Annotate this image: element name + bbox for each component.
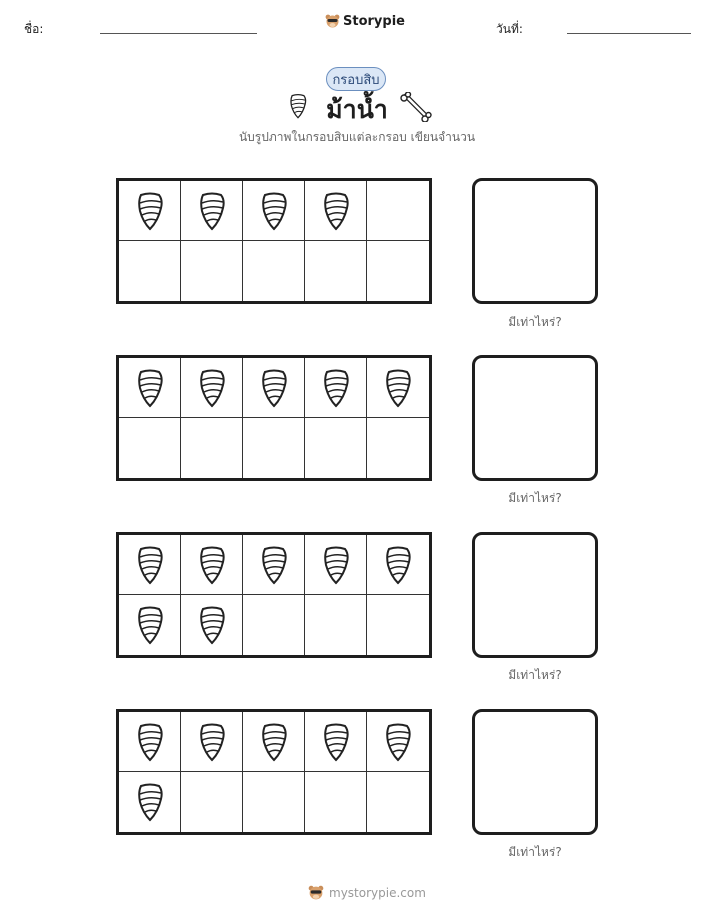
answer-box-3[interactable] bbox=[472, 532, 598, 658]
frame-cell bbox=[119, 418, 181, 478]
frame-cell bbox=[119, 772, 181, 832]
shell-icon bbox=[321, 368, 351, 408]
frame-cell bbox=[119, 181, 181, 241]
question-1: มีเท่าไหร่? bbox=[508, 315, 562, 329]
shell-icon bbox=[288, 93, 308, 119]
shell-icon bbox=[321, 191, 351, 231]
question-2: มีเท่าไหร่? bbox=[508, 491, 562, 505]
frame-cell bbox=[305, 712, 367, 772]
shell-icon bbox=[135, 782, 165, 822]
answer-box-1[interactable] bbox=[472, 178, 598, 304]
frame-cell bbox=[243, 535, 305, 595]
frame-cell bbox=[305, 358, 367, 418]
frame-cell bbox=[243, 712, 305, 772]
frame-cell bbox=[367, 241, 429, 301]
shell-icon bbox=[321, 722, 351, 762]
answer-box-2[interactable] bbox=[472, 355, 598, 481]
frame-cell bbox=[367, 535, 429, 595]
frame-cell bbox=[119, 241, 181, 301]
frame-cell bbox=[181, 181, 243, 241]
storypie-logo bbox=[325, 13, 405, 29]
ten-frame-1 bbox=[116, 178, 432, 304]
shell-icon bbox=[197, 722, 227, 762]
frame-cell bbox=[367, 772, 429, 832]
shell-icon bbox=[383, 722, 413, 762]
topic-badge: กรอบสิบ bbox=[326, 67, 386, 91]
ten-frame-3 bbox=[116, 532, 432, 658]
shell-icon bbox=[135, 605, 165, 645]
frame-cell bbox=[367, 358, 429, 418]
storypie-logo-icon bbox=[325, 13, 340, 29]
frame-cell bbox=[305, 595, 367, 655]
frame-cell bbox=[119, 358, 181, 418]
footer-url: mystorypie.com bbox=[329, 885, 426, 900]
shell-icon bbox=[135, 545, 165, 585]
shell-icon bbox=[321, 545, 351, 585]
frame-cell bbox=[181, 241, 243, 301]
shell-icon bbox=[135, 368, 165, 408]
shell-icon bbox=[259, 722, 289, 762]
ten-frame-2 bbox=[116, 355, 432, 481]
frame-cell bbox=[305, 535, 367, 595]
frame-cell bbox=[243, 358, 305, 418]
bone-icon bbox=[400, 92, 432, 122]
question-3: มีเท่าไหร่? bbox=[508, 668, 562, 682]
shell-icon bbox=[259, 191, 289, 231]
frame-cell bbox=[243, 181, 305, 241]
shell-icon bbox=[197, 545, 227, 585]
date-line[interactable] bbox=[567, 33, 691, 34]
instructions: นับรูปภาพในกรอบสิบแต่ละกรอบ เขียนจำนวน bbox=[238, 130, 476, 144]
frame-cell bbox=[243, 418, 305, 478]
frame-cell bbox=[181, 772, 243, 832]
frame-cell bbox=[181, 595, 243, 655]
footer bbox=[308, 884, 426, 901]
frame-cell bbox=[119, 535, 181, 595]
frame-cell bbox=[181, 358, 243, 418]
frame-cell bbox=[119, 595, 181, 655]
shell-icon bbox=[259, 545, 289, 585]
frame-cell bbox=[181, 712, 243, 772]
shell-icon bbox=[197, 191, 227, 231]
frame-cell bbox=[243, 772, 305, 832]
date-label: วันที่: bbox=[496, 22, 523, 36]
shell-icon bbox=[259, 368, 289, 408]
frame-cell bbox=[243, 241, 305, 301]
frame-cell bbox=[367, 712, 429, 772]
frame-cell bbox=[367, 181, 429, 241]
frame-cell bbox=[119, 712, 181, 772]
answer-box-4[interactable] bbox=[472, 709, 598, 835]
name-label: ชื่อ: bbox=[24, 22, 44, 36]
shell-icon bbox=[383, 545, 413, 585]
shell-icon bbox=[197, 605, 227, 645]
frame-cell bbox=[305, 181, 367, 241]
frame-cell bbox=[181, 418, 243, 478]
shell-icon bbox=[197, 368, 227, 408]
name-line[interactable] bbox=[100, 33, 257, 34]
shell-icon bbox=[135, 191, 165, 231]
frame-cell bbox=[367, 595, 429, 655]
storypie-logo-icon bbox=[308, 884, 324, 901]
shell-icon bbox=[135, 722, 165, 762]
frame-cell bbox=[367, 418, 429, 478]
frame-cell bbox=[305, 772, 367, 832]
frame-cell bbox=[305, 418, 367, 478]
frame-cell bbox=[243, 595, 305, 655]
frame-cell bbox=[181, 535, 243, 595]
worksheet-title: ม้าน้ำ bbox=[326, 95, 388, 124]
shell-icon bbox=[383, 368, 413, 408]
ten-frame-4 bbox=[116, 709, 432, 835]
question-4: มีเท่าไหร่? bbox=[508, 845, 562, 859]
frame-cell bbox=[305, 241, 367, 301]
brand-name: Storypie bbox=[343, 13, 405, 29]
